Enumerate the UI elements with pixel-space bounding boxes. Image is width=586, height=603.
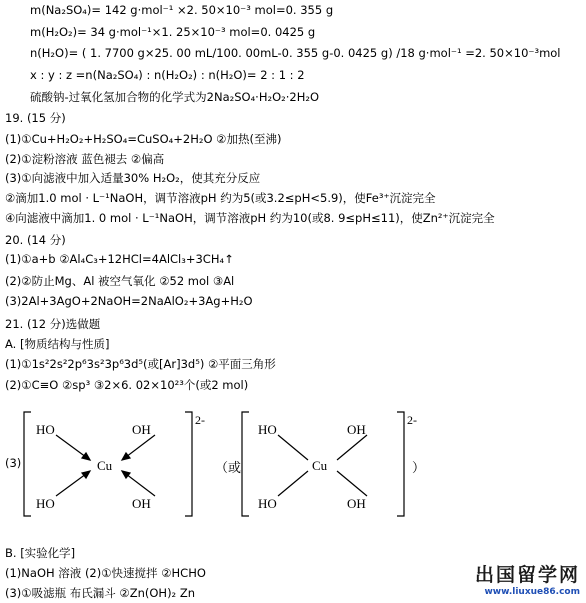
- charge-label: 2-: [407, 413, 417, 427]
- q21-b-part3: (3)①吸滤瓶 布氏漏斗 ②Zn(OH)₂ Zn: [5, 586, 195, 600]
- q21-b-part12: (1)NaOH 溶液 (2)①快速搅拌 ②HCHO: [5, 566, 206, 580]
- q20-part1: (1)①a+b ②Al₄C₃+12HCl=4AlCl₃+3CH₄↑: [5, 252, 234, 266]
- ligand-top-right: OH: [347, 422, 366, 437]
- ligand-bottom-left: HO: [36, 496, 55, 511]
- copper-center: Cu: [312, 458, 328, 473]
- close-paren: ）: [412, 461, 426, 476]
- line-ratio: x : y : z =n(Na₂SO₄) : n(H₂O₂) : n(H₂O)= 2 : 1 : 2: [30, 68, 305, 82]
- q21-section-a: A. [物质结构与性质]: [5, 337, 110, 351]
- line-m-na2so4: m(Na₂SO₄)= 142 g·mol⁻¹ ×2. 50×10⁻³ mol=0. 355 g: [30, 3, 334, 17]
- q20-part3: (3)2Al+3AgO+2NaOH=2NaAlO₂+3Ag+H₂O: [5, 294, 253, 308]
- charge-label: 2-: [195, 413, 205, 427]
- line-n-h2o: n(H₂O)= ( 1. 7700 g×25. 00 mL/100. 00mL-0. 355 g-0. 0425 g) /18 g·mol⁻¹ =2. 50×10⁻³mol: [30, 46, 561, 60]
- watermark-title: 出国留学网: [474, 564, 580, 586]
- ligand-bottom-left: HO: [258, 496, 277, 511]
- or-text: （或: [215, 461, 242, 476]
- copper-complex-structure-1: [22, 408, 212, 520]
- watermark: [475, 560, 580, 597]
- q19-part1: (1)①Cu+H₂O₂+H₂SO₄=CuSO₄+2H₂O ②加热(至沸): [5, 132, 282, 146]
- q21-section-b: B. [实验化学]: [5, 546, 76, 560]
- q21-a-part3-label: (3): [5, 456, 22, 470]
- copper-center: Cu: [97, 458, 113, 473]
- q19-part2: (2)①淀粉溶液 蓝色褪去 ②偏高: [5, 152, 165, 166]
- q19-part3-1: (3)①向滤液中加入适量30% H₂O₂，使其充分反应: [5, 171, 261, 185]
- q21-a-part1: (1)①1s²2s²2p⁶3s²3p⁶3d⁵(或[Ar]3d⁵) ②平面三角形: [5, 357, 276, 371]
- ligand-top-right: OH: [132, 422, 151, 437]
- q20-heading: 20. (14 分): [5, 233, 66, 247]
- q19-part3-4: ④向滤液中滴加1. 0 mol · L⁻¹NaOH，调节溶液pH 约为10(或8. 9≤pH≤11)，使Zn²⁺沉淀完全: [5, 211, 495, 225]
- ligand-bottom-right: OH: [132, 496, 151, 511]
- line-formula: 硫酸钠-过氧化氢加合物的化学式为2Na₂SO₄·H₂O₂·2H₂O: [30, 90, 320, 104]
- q19-part3-2: ②滴加1.0 mol · L⁻¹NaOH，调节溶液pH 约为5(或3.2≤pH<5.9)，使Fe³⁺沉淀完全: [5, 191, 436, 205]
- q20-part2: (2)②防止Mg、Al 被空气氧化 ②52 mol ③Al: [5, 274, 235, 288]
- copper-complex-structure-2: [240, 408, 430, 520]
- q21-a-part2: (2)①C≡O ②sp³ ③2×6. 02×10²³个(或2 mol): [5, 378, 249, 392]
- q21-heading: 21. (12 分)选做题: [5, 317, 101, 331]
- watermark-url: www.liuxue86.com: [484, 587, 580, 597]
- ligand-bottom-right: OH: [347, 496, 366, 511]
- line-m-h2o2: m(H₂O₂)= 34 g·mol⁻¹×1. 25×10⁻³ mol=0. 0425 g: [30, 25, 316, 39]
- ligand-top-left: HO: [258, 422, 277, 437]
- q19-heading: 19. (15 分): [5, 111, 66, 125]
- ligand-top-left: HO: [36, 422, 55, 437]
